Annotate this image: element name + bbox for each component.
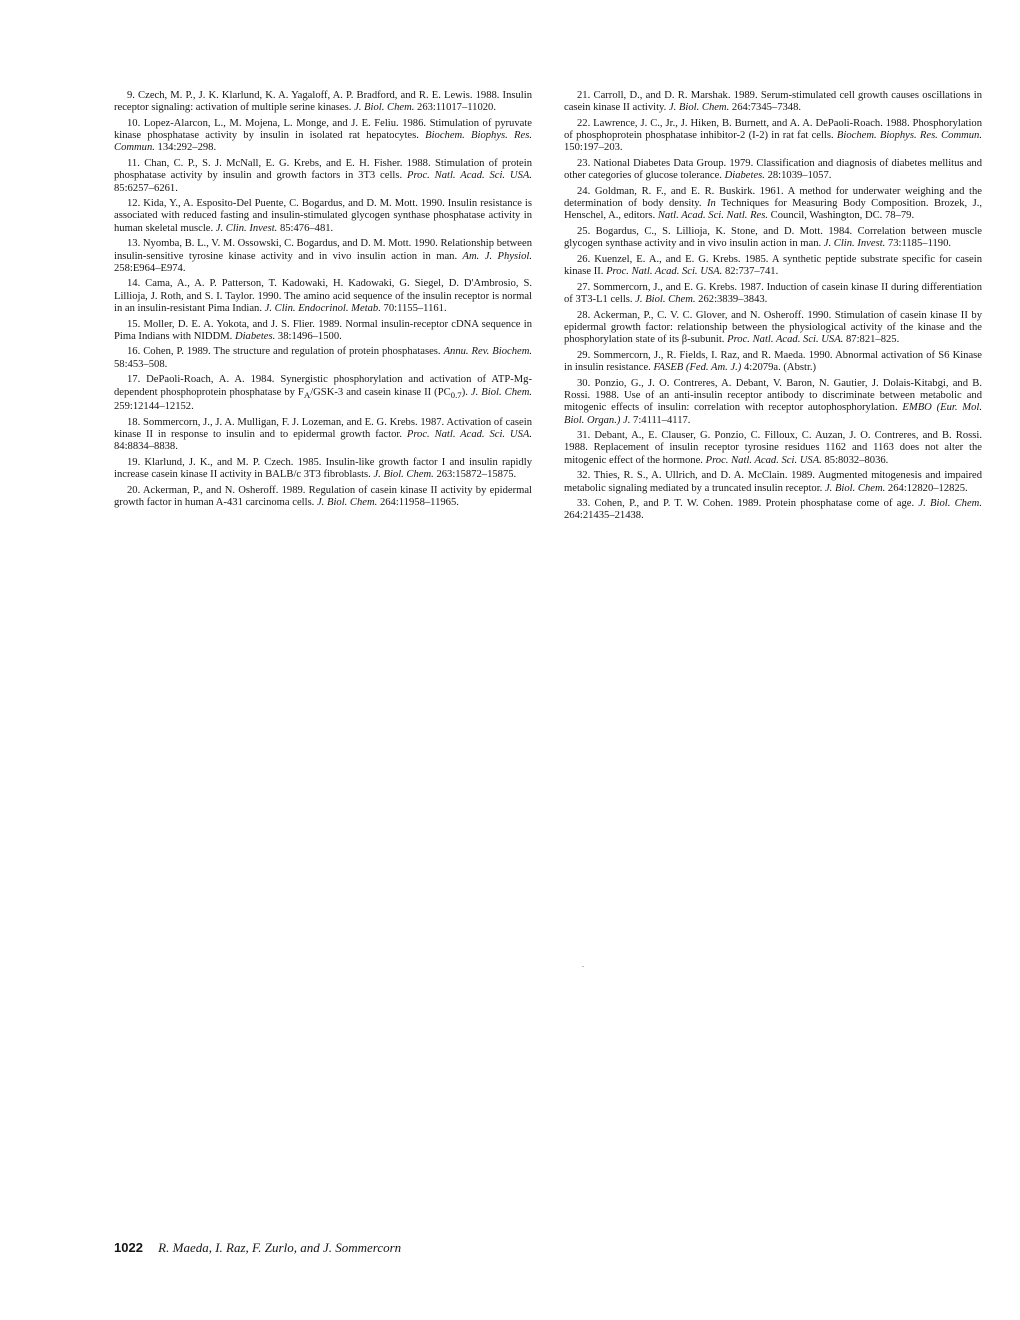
references-right-column (564, 90, 982, 526)
journal-name: Diabetes. (234, 330, 276, 342)
reference-entry (114, 485, 532, 510)
reference-text: 28. Ackerman, P., C. V. C. Glover, and N. Osheroff. 1990. Stimulation of casein kinase II by epidermal growth factor: relationship between the physiological activity of the kinase and the phosphorylation state of its β-subunit. (564, 309, 982, 346)
journal-name: Am. J. Physiol. (462, 250, 532, 262)
reference-text: 19. Klarlund, J. K., and M. P. Czech. 1985. Insulin-like growth factor I and insulin rapidly increase casein kinase II activity in BALB/c 3T3 fibroblasts. (114, 456, 532, 481)
reference-text: Techniques for Measuring Body Composition. Brozek, J., Henschel, A., editors. (564, 198, 982, 222)
reference-text: 12. Kida, Y., A. Esposito-Del Puente, C. Bogardus, and D. M. Mott. 1990. Insulin resistance is associated with reduced fasting and insulin-stimulated glycogen synthase phosphatase activity in human skeletal muscle. (114, 198, 532, 234)
reference-text: 26. Kuenzel, E. A., and E. G. Krebs. 1985. A synthetic peptide substrate specific for casein kinase II. (564, 253, 982, 278)
scan-speck (582, 966, 584, 967)
reference-entry (564, 90, 982, 115)
reference-text: 11. Chan, C. P., S. J. McNall, E. G. Krebs, and E. H. Fisher. 1988. Stimulation of protein phosphatase activity by insulin and growth factors in 3T3 cells. (114, 158, 532, 182)
journal-name: Annu. Rev. Biochem. (443, 346, 532, 358)
journal-name: In (706, 198, 716, 210)
running-authors: R. Maeda, I. Raz, F. Zurlo, and J. Sommercorn (158, 1240, 402, 1255)
reference-text: 30. Ponzio, G., J. O. Contreres, A. Debant, V. Baron, N. Gautier, J. Dolais-Kitabgi, and B. Rossi. 1988. Use of an anti-insulin receptor antibody to discriminate between metabolic and mitogenic effects of insulin: correlation with receptor autophosphorylation. (564, 377, 982, 414)
reference-entry (564, 158, 982, 183)
reference-entry (564, 226, 982, 251)
reference-text: 85:8032–8036. (821, 454, 889, 466)
reference-entry (564, 254, 982, 279)
journal-name: J. Biol. Chem. (918, 498, 982, 510)
reference-entry (564, 310, 982, 347)
reference-text: 7:4111–4117. (630, 414, 691, 426)
reference-text: 10. Lopez-Alarcon, L., M. Mojena, L. Monge, and J. E. Feliu. 1986. Stimulation of pyruvate kinase phosphatase activity by insulin in isolated rat hepatocytes. (114, 117, 532, 142)
reference-entry (564, 186, 982, 223)
reference-text: 87:821–825. (843, 334, 900, 346)
reference-entry (114, 90, 532, 115)
reference-text: 29. Sommercorn, J., R. Fields, I. Raz, and R. Maeda. 1990. Abnormal activation of S6 Kinase in insulin resistance. (564, 349, 982, 374)
reference-text: 33. Cohen, P., and P. T. W. Cohen. 1989. Protein phosphatase come of age. (577, 498, 919, 510)
journal-name: Proc. Natl. Acad. Sci. USA. (705, 454, 822, 466)
journal-name: J. Biol. Chem. (635, 294, 696, 306)
subscript: 0.7 (450, 389, 462, 400)
reference-text: 263:15872–15875. (433, 469, 517, 481)
reference-text: ). (461, 386, 471, 398)
subscript: A (303, 389, 311, 400)
reference-text: 258:E964–E974. (114, 262, 186, 274)
reference-entry (114, 374, 532, 413)
reference-text: 70:1155–1161. (380, 302, 447, 314)
reference-text: /GSK-3 and casein kinase II (PC (310, 386, 451, 398)
reference-entry (114, 198, 532, 235)
reference-text: 264:21435–21438. (564, 510, 644, 522)
page-number: 1022 (114, 1240, 143, 1255)
journal-name: J. Clin. Invest. (215, 222, 278, 234)
journal-name: Proc. Natl. Acad. Sci. USA. (406, 428, 532, 440)
reference-text: 85:476–481. (277, 222, 334, 234)
reference-text: 73:1185–1190. (885, 238, 952, 250)
reference-text: 264:12820–12825. (885, 482, 968, 494)
reference-text: 32. Thies, R. S., A. Ullrich, and D. A. McClain. 1989. Augmented mitogenesis and impaired metabolic signaling mediated by a truncated insulin receptor. (564, 470, 982, 494)
reference-text: 17. DePaoli-Roach, A. A. 1984. Synergistic phosphorylation and activation of ATP-Mg-dependent phosphoprotein phosphatase by F (114, 374, 532, 398)
reference-entry (564, 470, 982, 495)
reference-text: 84:8834–8838. (114, 441, 178, 453)
journal-name: Diabetes. (724, 170, 765, 182)
reference-entry (564, 350, 982, 375)
reference-text: 31. Debant, A., E. Clauser, G. Ponzio, C. Filloux, C. Auzan, J. O. Contreres, and B. Rossi. 1988. Replacement of insulin receptor tyrosine residues 1162 and 1163 does not alter the mitogenic effect of the hormone. (564, 430, 982, 466)
journal-name: J. Clin. Endocrinol. Metab. (264, 302, 381, 314)
journal-name: FASEB (Fed. Am. J.) (653, 362, 742, 374)
reference-entry (114, 238, 532, 275)
journal-name: Natl. Acad. Sci. Natl. Res. (657, 210, 769, 222)
journal-name: J. Biol. Chem. (470, 386, 532, 398)
reference-entry (564, 498, 982, 523)
reference-entry (114, 346, 532, 371)
reference-text: 58:453–508. (114, 358, 168, 370)
reference-text: 134:292–298. (154, 142, 217, 154)
journal-name: J. Biol. Chem. (668, 102, 730, 114)
reference-entry (114, 118, 532, 155)
reference-text: 259:12144–12152. (114, 400, 194, 412)
journal-name: Proc. Natl. Acad. Sci. USA. (606, 266, 723, 278)
page-footer (114, 1240, 401, 1256)
reference-entry (114, 417, 532, 454)
reference-text: 82:737–741. (722, 266, 779, 278)
journal-name: Proc. Natl. Acad. Sci. USA. (406, 170, 532, 182)
reference-text: 22. Lawrence, J. C., Jr., J. Hiken, B. Burnett, and A. A. DePaoli-Roach. 1988. Phosphorylation of phosphoprotein phosphatase inhibitor-2 (I-2) in rat fat cells. (564, 117, 982, 142)
journal-name: J. Clin. Invest. (823, 238, 886, 250)
reference-entry (114, 278, 532, 315)
reference-text: 150:197–203. (564, 142, 623, 154)
reference-text: 38:1496–1500. (275, 330, 342, 342)
reference-text: 264:11958–11965. (377, 496, 459, 508)
reference-text: 25. Bogardus, C., S. Lillioja, K. Stone, and D. Mott. 1984. Correlation between muscle glycogen synthase activity and in vivo insulin action in man. (564, 226, 982, 250)
reference-text: 9. Czech, M. P., J. K. Klarlund, K. A. Yagaloff, A. P. Bradford, and R. E. Lewis. 1988. Insulin receptor signaling: activation of multiple serine kinases. (114, 90, 532, 114)
reference-text: 23. National Diabetes Data Group. 1979. Classification and diagnosis of diabetes mellitus and other categories of glucose tolerance. (564, 158, 982, 182)
journal-name: J. Biol. Chem. (316, 496, 378, 508)
reference-text: 4:2079a. (Abstr.) (741, 362, 817, 374)
reference-entry (114, 158, 532, 195)
reference-text: 15. Moller, D. E. A. Yokota, and J. S. Flier. 1989. Normal insulin-receptor cDNA sequence in Pima Indians with NIDDM. (114, 318, 532, 342)
reference-text: 18. Sommercorn, J., J. A. Mulligan, F. J. Lozeman, and E. G. Krebs. 1987. Activation of casein kinase II in response to insulin and to epidermal growth factor. (114, 416, 532, 440)
reference-entry (564, 282, 982, 307)
reference-entry (564, 378, 982, 427)
reference-entry (564, 118, 982, 155)
reference-entry (114, 457, 532, 482)
journal-name: J. Biol. Chem. (824, 482, 886, 494)
reference-text: 263:11017–11020. (414, 102, 497, 114)
journal-name: J. Biol. Chem. (373, 469, 434, 481)
journal-name: Biochem. Biophys. Res. Commun. (836, 130, 982, 142)
journal-name: Biochem. Biophys. Res. Commun. (114, 130, 532, 154)
reference-text: 24. Goldman, R. F., and E. R. Buskirk. 1961. A method for underwater weighing and the determination of body density. (564, 185, 982, 210)
references-left-column (114, 90, 532, 513)
journal-name: EMBO (Eur. Mol. Biol. Organ.) J. (564, 402, 982, 426)
reference-text: 262:3839–3843. (695, 294, 768, 306)
journal-name: Proc. Natl. Acad. Sci. USA. (727, 334, 844, 346)
reference-text: 20. Ackerman, P., and N. Osheroff. 1989. Regulation of casein kinase II activity by epidermal growth factor in human A-431 carcinoma cells. (114, 484, 532, 508)
reference-text: 28:1039–1057. (764, 170, 832, 182)
reference-text: 21. Carroll, D., and D. R. Marshak. 1989. Serum-stimulated cell growth causes oscillations in casein kinase II activity. (564, 90, 982, 114)
reference-text: 85:6257–6261. (114, 182, 178, 194)
reference-text: 14. Cama, A., A. P. Patterson, T. Kadowaki, H. Kadowaki, G. Siegel, D. D'Ambrosio, S. Lillioja, J. Roth, and S. I. Taylor. 1990. The amino acid sequence of the insulin receptor is normal in an insulin-resistant Pima Indian. (114, 278, 532, 314)
journal-name: J. Biol. Chem. (354, 102, 415, 114)
reference-text: 27. Sommercorn, J., and E. G. Krebs. 1987. Induction of casein kinase II during differentiation of 3T3-L1 cells. (564, 281, 982, 306)
reference-text: 264:7345–7348. (729, 102, 802, 114)
reference-text: Council, Washington, DC. 78–79. (768, 210, 915, 222)
reference-text: 16. Cohen, P. 1989. The structure and regulation of protein phosphatases. (127, 346, 444, 358)
reference-entry (114, 319, 532, 344)
reference-text: 13. Nyomba, B. L., V. M. Ossowski, C. Bogardus, and D. M. Mott. 1990. Relationship between insulin-sensitive tyrosine kinase activity and in vivo insulin action in man. (114, 238, 532, 262)
reference-entry (564, 430, 982, 467)
